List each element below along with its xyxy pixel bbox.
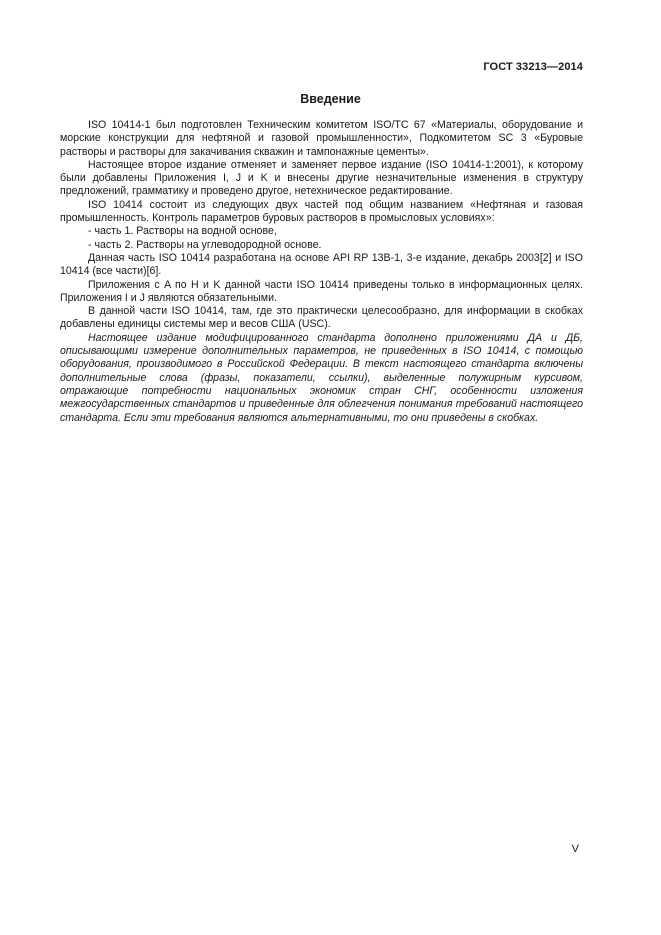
paragraph-modification-note: Настоящее издание модифицированного стандарта дополнено приложениями ДА и ДБ, описывающими измерение дополнительных параметров, не приведенных в ISO 10414, с помощью оборудования, производимого в Российской Федерации. В текст настоящего стандарта включены дополнительные слова (фразы, показатели, ссылки), выделенные полужирным курсивом, отражающие потребности национальных экономик стран СНГ, особенности изложения межгосударственных стандартов и приведенные для облегчения понимания требований настоящего стандарта. Если эти требования являются альтернативными, то они приведены в скобках. (60, 331, 583, 424)
paragraph-units: В данной части ISO 10414, там, где это практически целесообразно, для информации в скобках добавлены единицы системы мер и весов США (USC). (60, 305, 583, 331)
page-number: V (571, 843, 579, 855)
list-item-part-2: - часть 2. Растворы на углеводородной основе. (88, 238, 322, 251)
paragraph-parts: ISO 10414 состоит из следующих двух частей под общим названием «Нефтяная и газовая промышленность. Контроль параметров буровых растворов в промысловых условиях»: (60, 198, 583, 225)
paragraph-basis: Данная часть ISO 10414 разработана на основе API RP 13B-1, 3-е издание, декабрь 2003[2] и ISO 10414 (все части)[6]. (60, 251, 583, 278)
introduction-body (60, 119, 583, 425)
list-item-part-1: - часть 1. Растворы на водной основе, (88, 225, 277, 238)
document-code: ГОСТ 33213—2014 (483, 61, 583, 73)
paragraph-edition: Настоящее второе издание отменяет и заменяет первое издание (ISO 10414-1:2001), к которому были добавлены Приложения I, J и K и внесены другие незначительные изменения в структуру предложений, грамматику и проведено другое, нетехническое редактирование. (60, 158, 583, 198)
paragraph-origin: ISO 10414-1 был подготовлен Техническим комитетом ISO/TC 67 «Материалы, оборудование и морские конструкции для нефтяной и газовой промышленности», Подкомитетом SC 3 «Буровые растворы и растворы для закачивания скважин и тампонажные цементы». (60, 119, 583, 158)
section-title: Введение (300, 92, 361, 106)
paragraph-annexes: Приложения с A по H и K данной части ISO 10414 приведены только в информационных целях. Приложения I и J являются обязательными. (60, 278, 583, 304)
